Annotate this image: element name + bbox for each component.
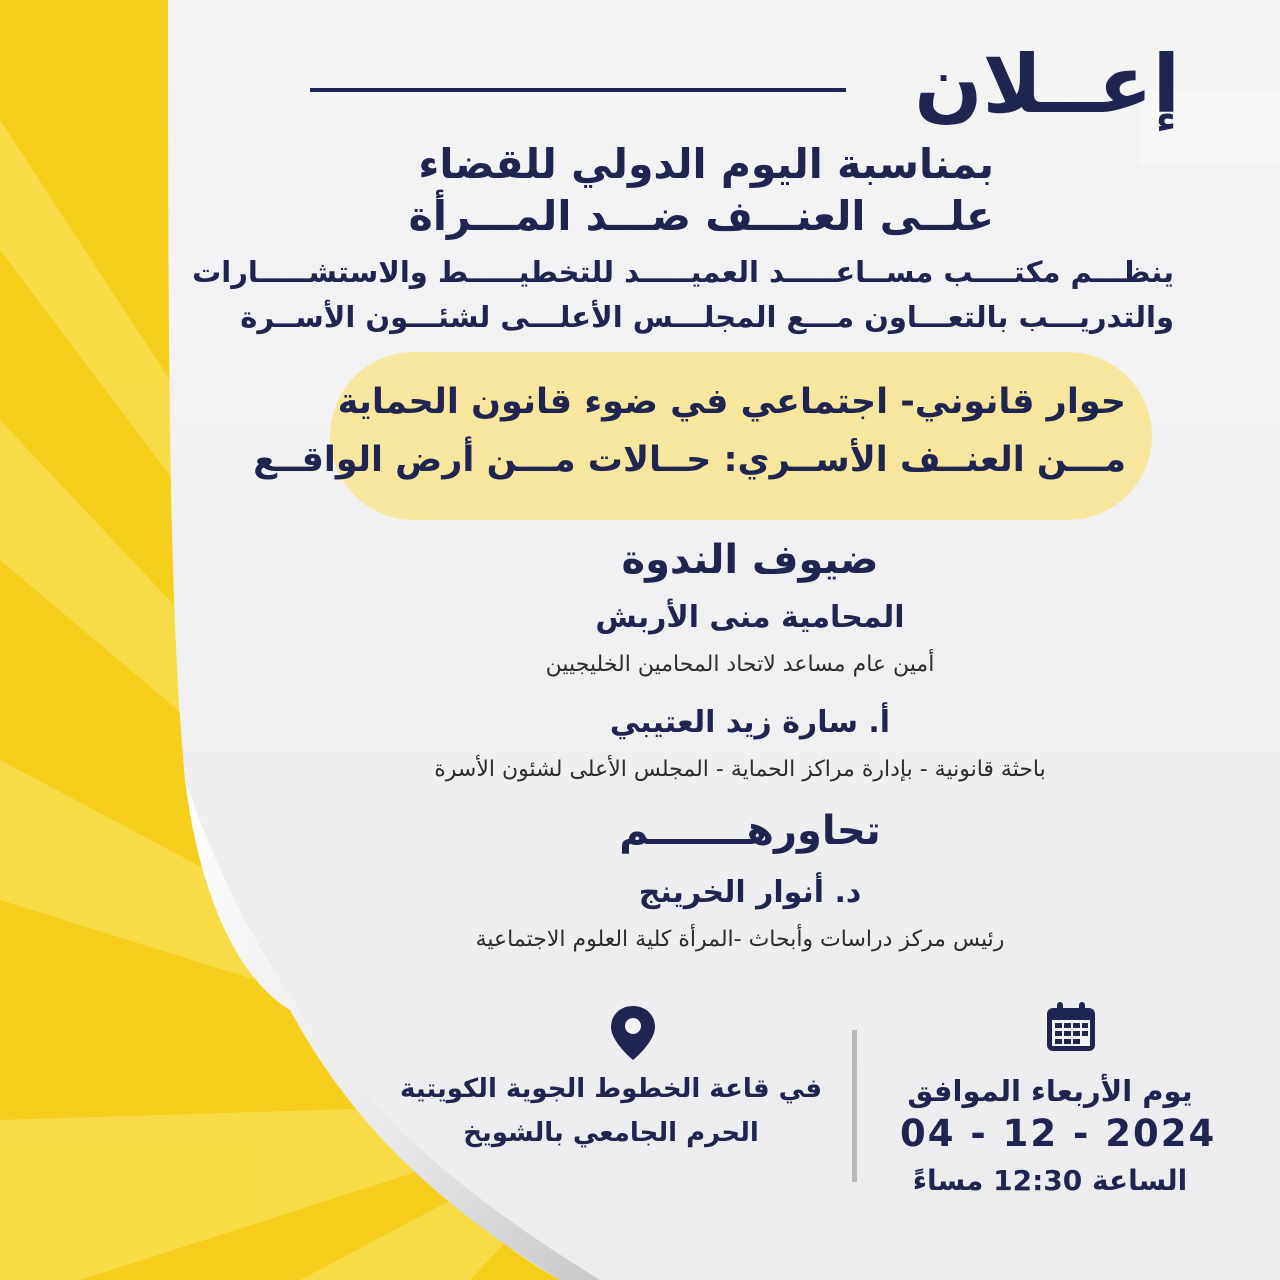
footer-divider <box>852 1030 857 1182</box>
calendar-icon <box>1044 1000 1098 1054</box>
event-day: يوم الأربعاء الموافق <box>907 1074 1193 1108</box>
event-date: 04 - 12 - 2024 <box>900 1112 1217 1155</box>
occasion-line-1: بمناسبة اليوم الدولي للقضاء <box>418 140 994 188</box>
topic-banner <box>253 352 1152 520</box>
organizer-line-1: ينظـــم مكتــــب مســاعـــــد العميـــــد للتخطيـــــط والاستشـــــارات <box>192 255 1174 289</box>
moderator-name: د. أنوار الخرينج <box>638 875 862 910</box>
guest-2-role: باحثة قانونية - بإدارة مراكز الحماية - المجلس الأعلى لشئون الأسرة <box>434 757 1046 782</box>
moderator-role: رئيس مركز دراسات وأبحاث -المرأة كلية العلوم الاجتماعية <box>475 927 1005 952</box>
venue-line-2: الحرم الجامعي بالشويخ <box>463 1118 759 1148</box>
occasion-line-2: علــى العنـــف ضـــد المـــرأة <box>408 192 994 240</box>
topic-line-2: مـــن العنــف الأســري: حــالات مـــن أرض الواقــع <box>253 440 1126 480</box>
topic-line-1: حوار قانوني- اجتماعي في ضوء قانون الحماية <box>337 382 1126 422</box>
guest-1-name: المحامية منى الأربش <box>595 600 905 635</box>
guest-1-role: أمين عام مساعد لاتحاد المحامين الخليجيين <box>545 652 935 677</box>
organizer-line-2: والتدريـــب بالتعـــاون مـــع المجلـــس الأعلـــى لشئـــون الأســرة <box>240 300 1174 334</box>
title-underline <box>310 88 846 92</box>
announcement-title: إعــلان <box>914 38 1180 131</box>
guests-heading: ضيوف الندوة <box>621 537 879 583</box>
guest-2-name: أ. سارة زيد العتيبي <box>609 705 891 740</box>
moderator-heading: تحاورهـــــــم <box>619 808 881 854</box>
venue-line-1: في قاعة الخطوط الجوية الكويتية <box>400 1074 822 1104</box>
event-time: الساعة 12:30 مساءً <box>912 1164 1188 1197</box>
location-pin-icon <box>608 1004 658 1062</box>
